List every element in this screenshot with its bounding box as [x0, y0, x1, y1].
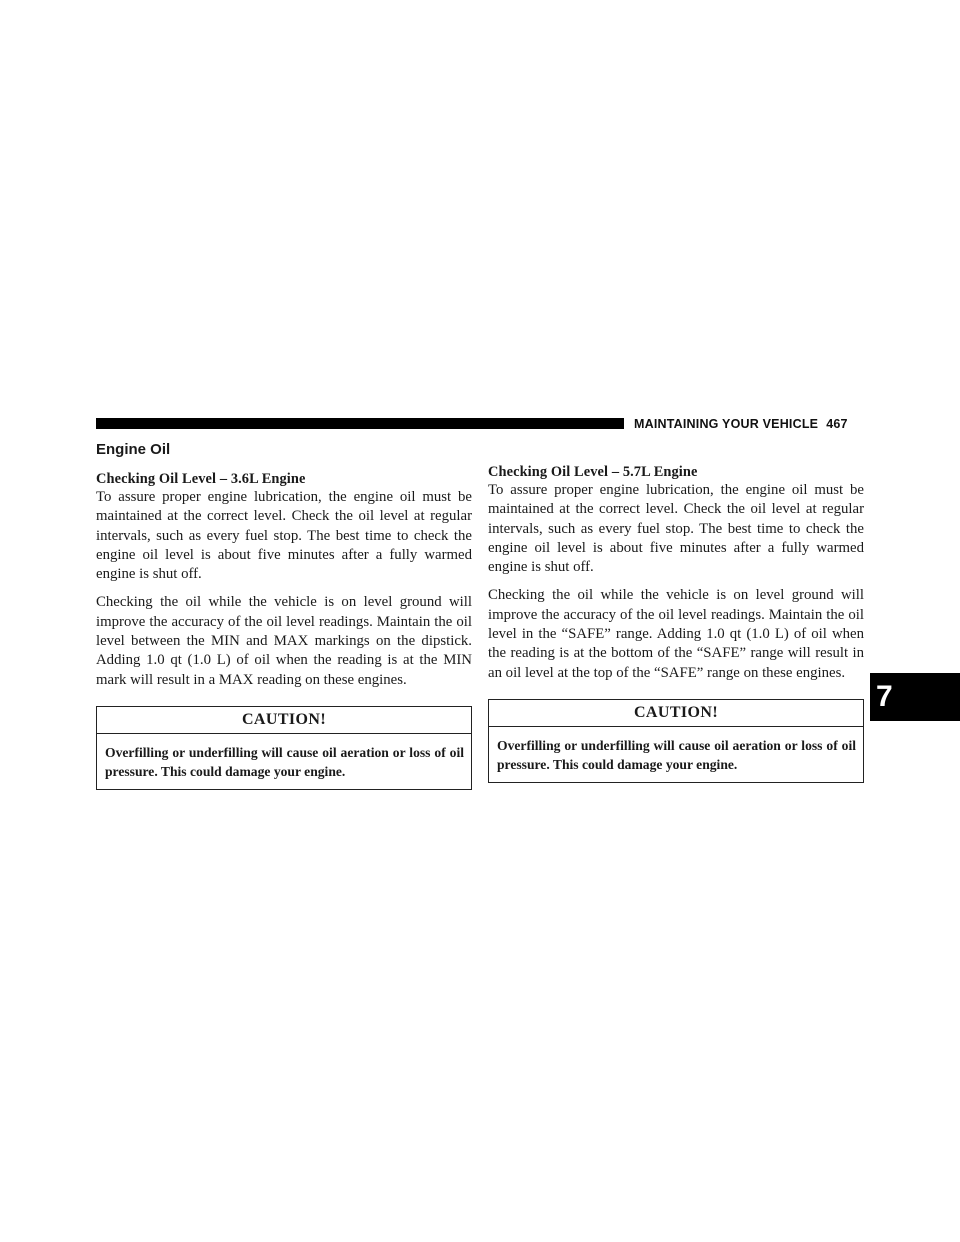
- paragraph: To assure proper engine lubrication, the engine oil must be maintained at the correct level. Check the oil level at regular intervals, such as every fuel stop. The best time to check the engine oil level is about five minutes after a fully warmed engine is shut off.: [96, 489, 472, 583]
- left-column: [96, 440, 472, 790]
- chapter-tab: 7: [870, 673, 960, 721]
- caution-box: [488, 699, 864, 783]
- header-rule: [96, 418, 624, 429]
- right-column: [488, 440, 864, 783]
- subheading-3-6l: Checking Oil Level – 3.6L Engine: [96, 471, 306, 487]
- page-number: 467: [826, 417, 848, 431]
- paragraph: To assure proper engine lubrication, the engine oil must be maintained at the correct level. Check the oil level at regular intervals, such as every fuel stop. The best time to check the engine oil level is about five minutes after a fully warmed engine is shut off.: [488, 482, 864, 576]
- caution-title: CAUTION!: [489, 700, 863, 727]
- caution-text: Overfilling or underfilling will cause oil aeration or loss of oil pressure. This could damage your engine.: [105, 744, 464, 780]
- header-section-title: MAINTAINING YOUR VEHICLE: [634, 417, 819, 431]
- paragraph: Checking the oil while the vehicle is on level ground will improve the accuracy of the oil level readings. Maintain the oil level between the MIN and MAX markings on the dipstick. Adding 1.0 qt (1.0 L) of oil when the reading is at the MIN mark will result in a MAX reading on these engines.: [96, 594, 472, 688]
- caution-box: [96, 706, 472, 790]
- caution-text: Overfilling or underfilling will cause oil aeration or loss of oil pressure. This could damage your engine.: [497, 737, 856, 773]
- caution-title: CAUTION!: [97, 707, 471, 734]
- section-title: Engine Oil: [96, 441, 171, 458]
- paragraph: Checking the oil while the vehicle is on level ground will improve the accuracy of the oil level readings. Maintain the oil level in the “SAFE” range. Adding 1.0 qt (1.0 L) of oil when the reading is at the bottom of the “SAFE” range will result in an oil level at the top of the “SAFE” range on these engines.: [488, 587, 864, 681]
- running-header: [634, 417, 848, 431]
- subheading-5-7l: Checking Oil Level – 5.7L Engine: [488, 464, 698, 480]
